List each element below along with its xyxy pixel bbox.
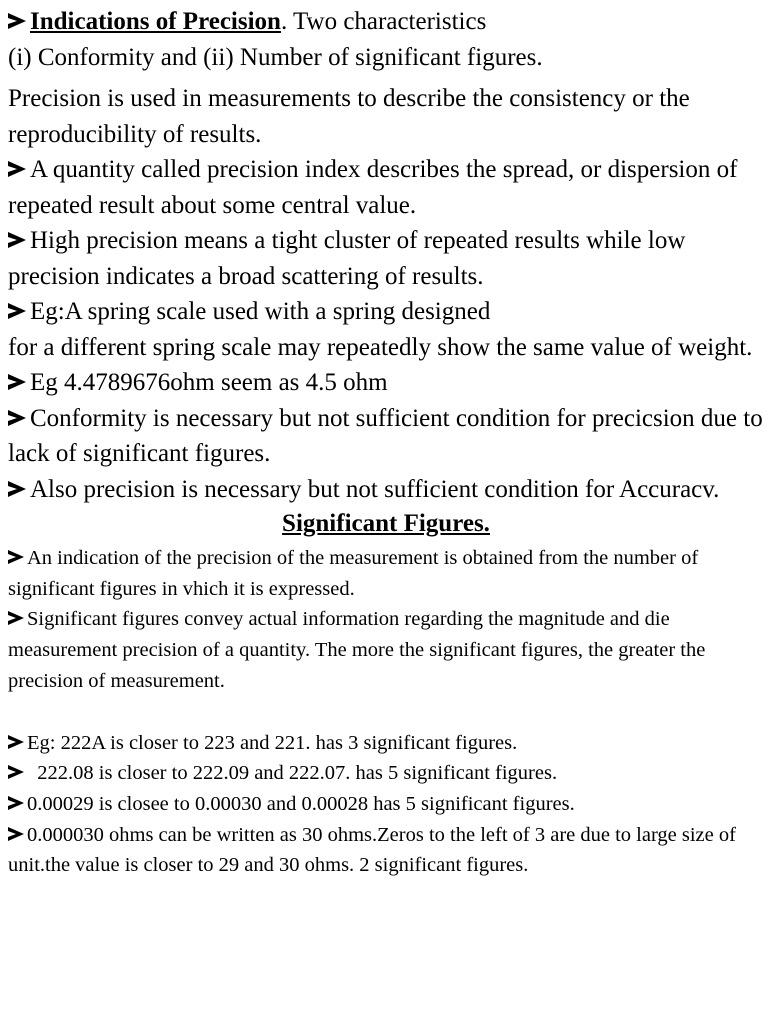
arrowhead-bullet-icon [8,765,24,779]
list-item [8,543,764,604]
list-item [8,401,764,472]
intro-title: Indications of Precision [30,8,281,35]
list-item [8,472,764,508]
example-item [8,758,764,789]
arrowhead-bullet-icon [8,550,24,564]
example-text: 0.000030 ohms can be written as 30 ohms.Zeros to the left of 3 are due to large size of unit.the value is closer to 29 and 30 ohms. 2 significant figures. [8,823,736,877]
example-text: Eg: 222A is closer to 223 and 221. has 3 significant figures. [27,731,518,754]
list-item [8,365,764,401]
list-item [8,604,764,696]
list-item-text: Eg:A spring scale used with a spring designed [30,298,491,325]
arrowhead-bullet-icon [8,735,24,749]
arrowhead-bullet-icon [8,13,26,29]
intro-characteristics: (i) Conformity and (ii) Number of significant figures. [8,43,543,71]
list-item-text: A quantity called precision index describes the spread, or dispersion of repeated result about some central value. [8,156,738,219]
arrowhead-bullet-icon [8,410,26,426]
arrowhead-bullet-icon [8,232,26,248]
arrowhead-bullet-icon [8,303,26,319]
arrowhead-bullet-icon [8,161,26,177]
list-item [8,223,764,294]
list-item [8,152,764,223]
list-item-continuation: for a different spring scale may repeatedly show the same value of weight. [8,333,753,361]
example-item [8,820,764,881]
section-heading: Significant Figures. [282,510,490,537]
precision-paragraph: Precision is used in measurements to describe the consistency or the reproducibility of results. [8,85,690,148]
intro-line [8,4,764,40]
arrowhead-bullet-icon [8,827,24,841]
list-item-text: An indication of the precision of the measurement is obtained from the number of significant figures in vhich it is expressed. [8,547,699,600]
arrowhead-bullet-icon [8,374,26,390]
intro-title-suffix: . Two characteristics [280,8,487,35]
document-page [8,4,764,881]
arrowhead-bullet-icon [8,481,26,497]
arrowhead-bullet-icon [8,611,24,625]
list-item-text: High precision means a tight cluster of repeated results while low precision indicates a broad scattering of results. [8,227,686,290]
example-text: 0.00029 is closee to 0.00030 and 0.00028 has 5 significant figures. [27,792,575,815]
list-item-text: Eg 4.4789676ohm seem as 4.5 ohm [30,369,388,396]
arrowhead-bullet-icon [8,796,24,810]
list-item-text: Also precision is necessary but not sufficient condition for Accuracv. [30,475,720,503]
example-item [8,789,764,820]
example-text: 222.08 is closer to 222.09 and 222.07. has 5 significant figures. [27,762,558,785]
list-item [8,294,764,330]
list-item-text: Conformity is necessary but not sufficient condition for precicsion due to lack of significant figures. [8,404,763,467]
example-item [8,728,764,759]
list-item-text: Significant figures convey actual information regarding the magnitude and die measurement precision of a quantity. The more the significant figures, the greater the precision of measurement. [8,608,706,692]
